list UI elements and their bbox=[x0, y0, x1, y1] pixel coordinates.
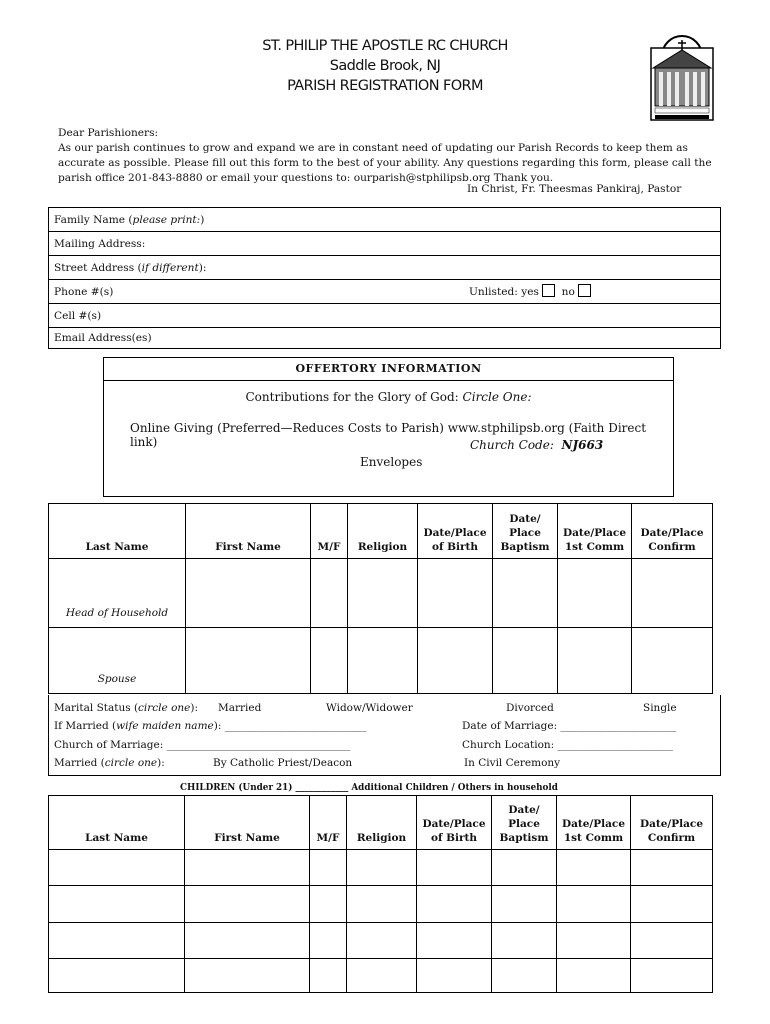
intro-letter bbox=[58, 126, 718, 186]
option-single[interactable]: Single bbox=[643, 702, 677, 714]
table-row[interactable] bbox=[49, 850, 713, 886]
letter-signoff: In Christ, Fr. Theesmas Pankiraj, Pastor bbox=[467, 183, 682, 195]
col-confirm: Date/Place Confirm bbox=[632, 504, 713, 559]
col-baptism: Date/ Place Baptism bbox=[492, 796, 557, 850]
unlisted-options: Unlisted: yes no bbox=[469, 280, 591, 304]
contributions-line: Contributions for the Glory of God: Circle One: bbox=[245, 390, 532, 404]
col-last-name: Last Name bbox=[49, 796, 185, 850]
family-name-field[interactable]: Family Name (please print:) bbox=[49, 208, 720, 232]
table-row[interactable] bbox=[49, 959, 713, 993]
col-first-name: First Name bbox=[186, 504, 311, 559]
church-of-marriage-field[interactable]: Church of Marriage: ___________________________________ bbox=[54, 739, 351, 751]
church-header bbox=[140, 36, 630, 96]
email-field[interactable]: Email Address(es) bbox=[54, 332, 152, 344]
spouse-label: Spouse bbox=[49, 628, 186, 694]
unlisted-no-checkbox[interactable] bbox=[578, 284, 591, 297]
col-first-comm: Date/Place 1st Comm bbox=[558, 504, 632, 559]
church-code-line: Church Code: NJ663 bbox=[470, 438, 604, 452]
option-widow[interactable]: Widow/Widower bbox=[326, 702, 413, 714]
form-title: PARISH REGISTRATION FORM bbox=[287, 78, 483, 94]
church-name: ST. PHILIP THE APOSTLE RC CHURCH bbox=[262, 38, 508, 54]
col-confirm: Date/Place Confirm bbox=[631, 796, 713, 850]
phone-field[interactable]: Phone #(s) Unlisted: yes no bbox=[49, 280, 720, 304]
contact-info-section bbox=[48, 207, 721, 349]
col-baptism: Date/ Place Baptism bbox=[493, 504, 558, 559]
online-giving-option[interactable]: Online Giving (Preferred—Reduces Costs to Parish) www.stphilipsb.org (Faith Direct link) bbox=[130, 421, 647, 449]
children-table bbox=[48, 795, 713, 993]
table-row[interactable] bbox=[49, 886, 713, 923]
household-table bbox=[48, 503, 713, 694]
church-location-field[interactable]: Church Location: ______________________ bbox=[462, 739, 674, 751]
option-by-priest[interactable]: By Catholic Priest/Deacon bbox=[213, 757, 353, 769]
mailing-address-field[interactable]: Mailing Address: bbox=[49, 232, 720, 256]
offertory-title: OFFERTORY INFORMATION bbox=[104, 358, 673, 381]
children-header-row bbox=[49, 796, 713, 850]
option-married[interactable]: Married bbox=[218, 702, 262, 714]
unlisted-yes-checkbox[interactable] bbox=[542, 284, 555, 297]
col-first-name: First Name bbox=[185, 796, 310, 850]
col-religion: Religion bbox=[347, 796, 417, 850]
table-row[interactable] bbox=[49, 559, 713, 628]
church-location: Saddle Brook, NJ bbox=[329, 58, 441, 74]
col-last-name: Last Name bbox=[49, 504, 186, 559]
col-first-comm: Date/Place 1st Comm bbox=[557, 796, 631, 850]
option-civil[interactable]: In Civil Ceremony bbox=[464, 757, 561, 769]
col-birth: Date/Place of Birth bbox=[417, 796, 492, 850]
table-row[interactable] bbox=[49, 923, 713, 959]
col-religion: Religion bbox=[348, 504, 418, 559]
children-heading: CHILDREN (Under 21) ____________ Additional Children / Others in household bbox=[180, 783, 558, 793]
col-mf: M/F bbox=[310, 796, 347, 850]
offertory-section bbox=[103, 357, 674, 497]
cell-field[interactable]: Cell #(s) bbox=[49, 304, 720, 328]
letter-greeting: Dear Parishioners: bbox=[58, 127, 159, 139]
table-row[interactable] bbox=[49, 628, 713, 694]
head-of-household-label: Head of Household bbox=[49, 559, 186, 628]
option-divorced[interactable]: Divorced bbox=[506, 702, 554, 714]
col-mf: M/F bbox=[311, 504, 348, 559]
church-seal-logo bbox=[645, 34, 719, 128]
street-address-field[interactable]: Street Address (if different): bbox=[49, 256, 720, 280]
marital-section bbox=[48, 695, 721, 776]
marital-status-label: Marital Status (circle one): bbox=[54, 702, 199, 714]
married-circle-label: Married (circle one): bbox=[54, 757, 165, 769]
letter-body: As our parish continues to grow and expand we are in constant need of updating our Parish Records to keep them as accurate as possible. Please fill out this form to the best of your ability. Any questions regarding this form, please call the parish office 201-843-8880 or email your questions to: ourparish@stphilipsb.org Thank you. bbox=[58, 142, 712, 184]
envelopes-option[interactable]: Envelopes bbox=[360, 455, 423, 469]
household-header-row bbox=[49, 504, 713, 559]
col-birth: Date/Place of Birth bbox=[418, 504, 493, 559]
date-of-marriage-field[interactable]: Date of Marriage: ______________________ bbox=[462, 720, 676, 732]
maiden-name-field[interactable]: If Married (wife maiden name): ___________________________ bbox=[54, 720, 367, 732]
